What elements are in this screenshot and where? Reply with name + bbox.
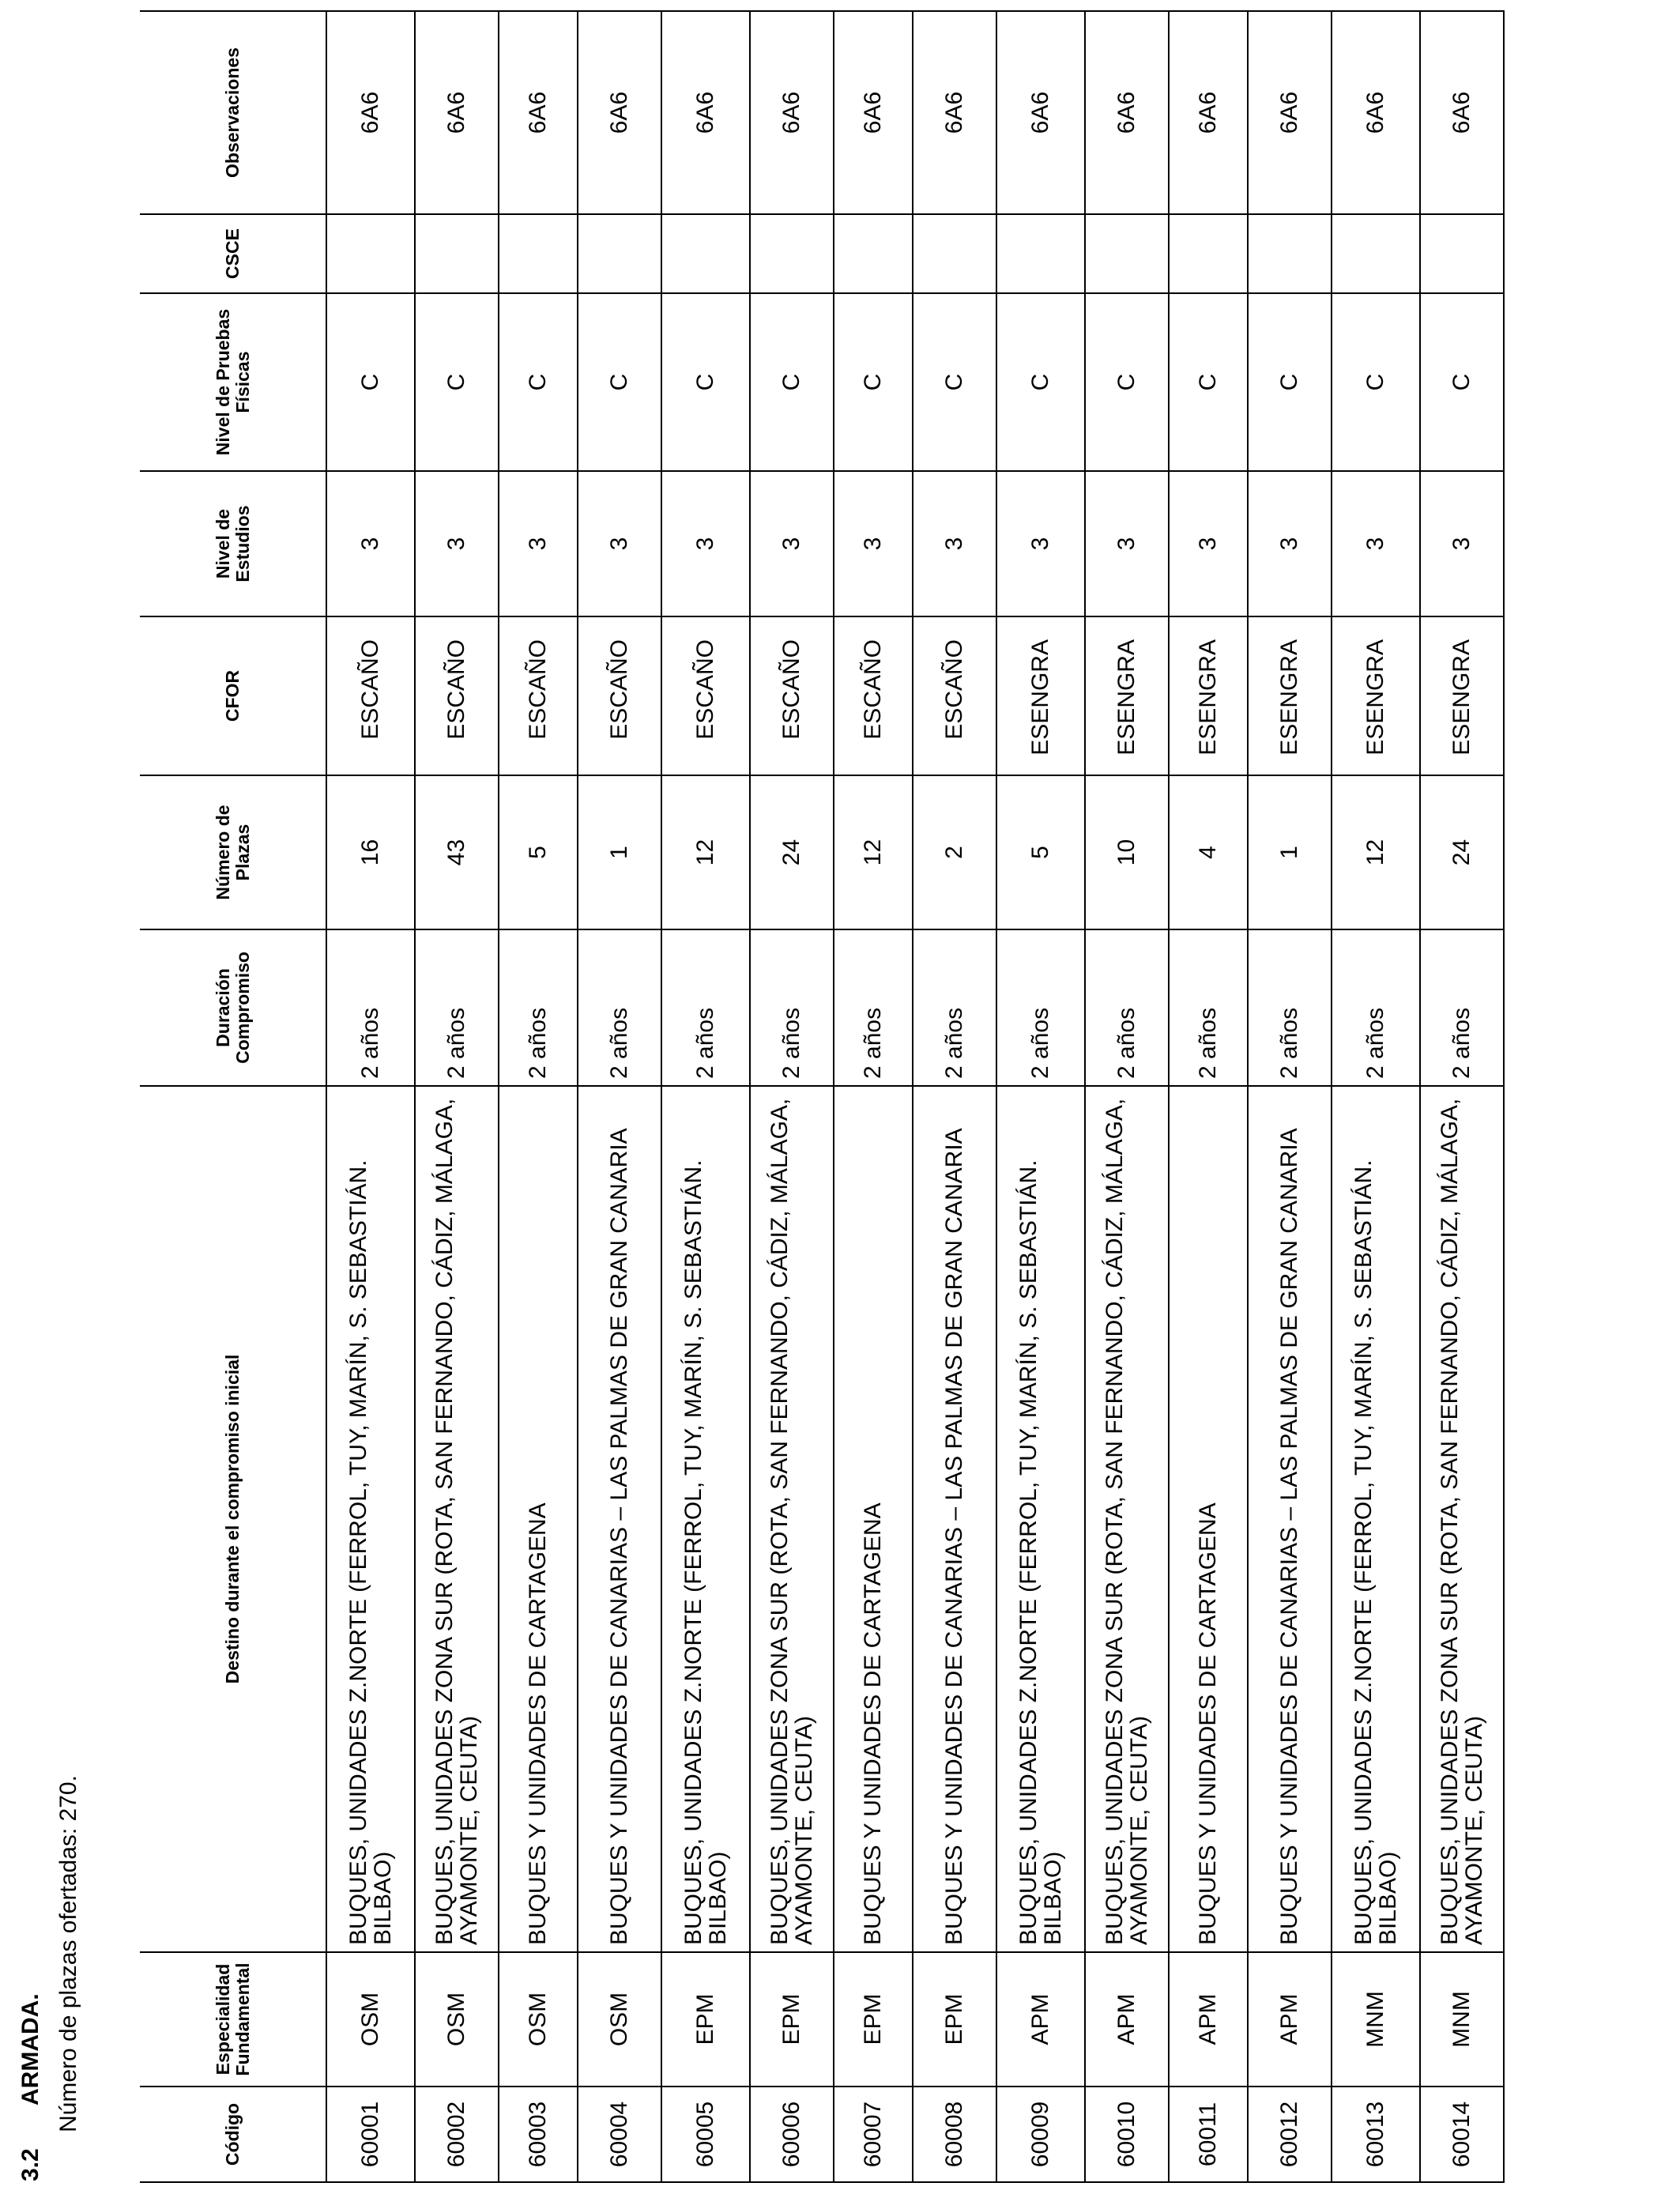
cell-nivel-estudios: 3 xyxy=(834,471,913,616)
cell-codigo: 60006 xyxy=(750,2087,834,2182)
cell-csce xyxy=(1169,214,1248,293)
cell-especialidad: OSM xyxy=(499,1952,578,2087)
cell-cfor: ESCAÑO xyxy=(750,616,834,775)
header-cfor: CFOR xyxy=(140,616,326,775)
section-title: ARMADA. xyxy=(17,1993,43,2105)
cell-codigo: 60013 xyxy=(1332,2087,1420,2182)
header-nivel-pruebas: Nivel de Pruebas Físicas xyxy=(140,293,326,471)
cell-duracion: 2 años xyxy=(1085,929,1169,1086)
cell-nivel-pruebas: C xyxy=(1420,293,1504,471)
cell-codigo: 60005 xyxy=(661,2087,750,2182)
cell-csce xyxy=(1420,214,1504,293)
cell-duracion: 2 años xyxy=(326,929,415,1086)
cell-duracion: 2 años xyxy=(578,929,661,1086)
cell-destino: BUQUES, UNIDADES ZONA SUR (ROTA, SAN FERNANDO, CÁDIZ, MÁLAGA, AYAMONTE, CEUTA) xyxy=(1420,1086,1504,1952)
cell-especialidad: APM xyxy=(1169,1952,1248,2087)
cell-nivel-estudios: 3 xyxy=(326,471,415,616)
cell-nivel-estudios: 3 xyxy=(996,471,1085,616)
header-nivel-estudios: Nivel de Estudios xyxy=(140,471,326,616)
cell-especialidad: APM xyxy=(1085,1952,1169,2087)
cell-codigo: 60008 xyxy=(913,2087,996,2182)
cell-plazas: 12 xyxy=(834,775,913,929)
header-plazas: Número de Plazas xyxy=(140,775,326,929)
cell-nivel-pruebas: C xyxy=(834,293,913,471)
cell-destino: BUQUES, UNIDADES Z.NORTE (FERROL, TUY, MARÍN, S. SEBASTIÁN. BILBAO) xyxy=(326,1086,415,1952)
cell-nivel-pruebas: C xyxy=(661,293,750,471)
cell-csce xyxy=(578,214,661,293)
cell-nivel-estudios: 3 xyxy=(578,471,661,616)
cell-observaciones: 6A6 xyxy=(499,11,578,214)
cell-especialidad: OSM xyxy=(415,1952,499,2087)
cell-plazas: 24 xyxy=(750,775,834,929)
cell-observaciones: 6A6 xyxy=(661,11,750,214)
cell-cfor: ESCAÑO xyxy=(499,616,578,775)
cell-plazas: 24 xyxy=(1420,775,1504,929)
cell-codigo: 60001 xyxy=(326,2087,415,2182)
cell-codigo: 60004 xyxy=(578,2087,661,2182)
cell-plazas: 43 xyxy=(415,775,499,929)
cell-cfor: ESCAÑO xyxy=(661,616,750,775)
header-csce: CSCE xyxy=(140,214,326,293)
cell-nivel-estudios: 3 xyxy=(750,471,834,616)
cell-cfor: ESENGRA xyxy=(996,616,1085,775)
table-row xyxy=(834,11,913,2182)
cell-codigo: 60009 xyxy=(996,2087,1085,2182)
cell-plazas: 12 xyxy=(661,775,750,929)
cell-nivel-estudios: 3 xyxy=(1169,471,1248,616)
cell-duracion: 2 años xyxy=(499,929,578,1086)
cell-observaciones: 6A6 xyxy=(1332,11,1420,214)
cell-csce xyxy=(415,214,499,293)
cell-nivel-estudios: 3 xyxy=(661,471,750,616)
cell-especialidad: EPM xyxy=(834,1952,913,2087)
cell-destino: BUQUES, UNIDADES ZONA SUR (ROTA, SAN FERNANDO, CÁDIZ, MÁLAGA, AYAMONTE, CEUTA) xyxy=(1085,1086,1169,1952)
cell-observaciones: 6A6 xyxy=(1169,11,1248,214)
table-row xyxy=(499,11,578,2182)
table-row xyxy=(913,11,996,2182)
cell-especialidad: MNM xyxy=(1332,1952,1420,2087)
cell-destino: BUQUES Y UNIDADES DE CARTAGENA xyxy=(499,1086,578,1952)
cell-plazas: 1 xyxy=(578,775,661,929)
table-row xyxy=(326,11,415,2182)
cell-cfor: ESENGRA xyxy=(1169,616,1248,775)
cell-plazas: 5 xyxy=(996,775,1085,929)
cell-destino: BUQUES, UNIDADES Z.NORTE (FERROL, TUY, MARÍN, S. SEBASTIÁN. BILBAO) xyxy=(661,1086,750,1952)
cell-nivel-pruebas: C xyxy=(578,293,661,471)
cell-observaciones: 6A6 xyxy=(1248,11,1332,214)
section-number: 3.2 xyxy=(17,2148,43,2181)
cell-destino: BUQUES, UNIDADES ZONA SUR (ROTA, SAN FERNANDO, CÁDIZ, MÁLAGA, AYAMONTE, CEUTA) xyxy=(415,1086,499,1952)
cell-nivel-pruebas: C xyxy=(415,293,499,471)
cell-nivel-estudios: 3 xyxy=(499,471,578,616)
cell-cfor: ESENGRA xyxy=(1332,616,1420,775)
cell-csce xyxy=(1332,214,1420,293)
header-codigo: Código xyxy=(140,2087,326,2182)
cell-csce xyxy=(913,214,996,293)
cell-observaciones: 6A6 xyxy=(415,11,499,214)
header-duracion: Duración Compromiso xyxy=(140,929,326,1086)
cell-csce xyxy=(1248,214,1332,293)
table-row xyxy=(1248,11,1332,2182)
plazas-summary: Número de plazas ofertadas: 270. xyxy=(55,1775,81,2132)
cell-destino: BUQUES, UNIDADES Z.NORTE (FERROL, TUY, MARÍN, S. SEBASTIÁN. BILBAO) xyxy=(1332,1086,1420,1952)
cell-cfor: ESENGRA xyxy=(1085,616,1169,775)
cell-codigo: 60014 xyxy=(1420,2087,1504,2182)
cell-nivel-pruebas: C xyxy=(996,293,1085,471)
cell-nivel-pruebas: C xyxy=(326,293,415,471)
table-row xyxy=(1332,11,1420,2182)
cell-duracion: 2 años xyxy=(996,929,1085,1086)
cell-especialidad: EPM xyxy=(661,1952,750,2087)
cell-observaciones: 6A6 xyxy=(913,11,996,214)
cell-codigo: 60011 xyxy=(1169,2087,1248,2182)
cell-plazas: 5 xyxy=(499,775,578,929)
cell-cfor: ESENGRA xyxy=(1248,616,1332,775)
cell-codigo: 60010 xyxy=(1085,2087,1169,2182)
cell-nivel-estudios: 3 xyxy=(1085,471,1169,616)
cell-nivel-pruebas: C xyxy=(1085,293,1169,471)
cell-observaciones: 6A6 xyxy=(996,11,1085,214)
table-row xyxy=(661,11,750,2182)
cell-cfor: ESCAÑO xyxy=(578,616,661,775)
cell-csce xyxy=(834,214,913,293)
cell-destino: BUQUES Y UNIDADES DE CARTAGENA xyxy=(834,1086,913,1952)
cell-plazas: 16 xyxy=(326,775,415,929)
cell-plazas: 4 xyxy=(1169,775,1248,929)
cell-plazas: 2 xyxy=(913,775,996,929)
header-especialidad: Especialidad Fundamental xyxy=(140,1952,326,2087)
table-row xyxy=(415,11,499,2182)
cell-duracion: 2 años xyxy=(415,929,499,1086)
plazas-table xyxy=(140,10,1505,2183)
cell-nivel-estudios: 3 xyxy=(1248,471,1332,616)
cell-plazas: 12 xyxy=(1332,775,1420,929)
cell-especialidad: OSM xyxy=(578,1952,661,2087)
table-row xyxy=(578,11,661,2182)
cell-csce xyxy=(326,214,415,293)
cell-destino: BUQUES Y UNIDADES DE CANARIAS – LAS PALMAS DE GRAN CANARIA xyxy=(578,1086,661,1952)
cell-plazas: 1 xyxy=(1248,775,1332,929)
cell-duracion: 2 años xyxy=(834,929,913,1086)
cell-observaciones: 6A6 xyxy=(1420,11,1504,214)
cell-cfor: ESCAÑO xyxy=(415,616,499,775)
cell-observaciones: 6A6 xyxy=(578,11,661,214)
header-observaciones: Observaciones xyxy=(140,11,326,214)
section-heading xyxy=(17,1993,44,2181)
cell-csce xyxy=(661,214,750,293)
cell-cfor: ESCAÑO xyxy=(834,616,913,775)
cell-destino: BUQUES, UNIDADES Z.NORTE (FERROL, TUY, MARÍN, S. SEBASTIÁN. BILBAO) xyxy=(996,1086,1085,1952)
header-destino: Destino durante el compromiso inicial xyxy=(140,1086,326,1952)
table-header-row xyxy=(140,11,326,2182)
table-row xyxy=(996,11,1085,2182)
cell-especialidad: EPM xyxy=(750,1952,834,2087)
cell-cfor: ESCAÑO xyxy=(913,616,996,775)
cell-duracion: 2 años xyxy=(1169,929,1248,1086)
cell-nivel-estudios: 3 xyxy=(1332,471,1420,616)
cell-nivel-pruebas: C xyxy=(913,293,996,471)
cell-nivel-estudios: 3 xyxy=(415,471,499,616)
cell-nivel-estudios: 3 xyxy=(1420,471,1504,616)
cell-duracion: 2 años xyxy=(1332,929,1420,1086)
cell-cfor: ESENGRA xyxy=(1420,616,1504,775)
cell-especialidad: APM xyxy=(996,1952,1085,2087)
cell-codigo: 60002 xyxy=(415,2087,499,2182)
cell-especialidad: APM xyxy=(1248,1952,1332,2087)
cell-nivel-pruebas: C xyxy=(499,293,578,471)
cell-codigo: 60003 xyxy=(499,2087,578,2182)
cell-especialidad: OSM xyxy=(326,1952,415,2087)
cell-duracion: 2 años xyxy=(1248,929,1332,1086)
cell-observaciones: 6A6 xyxy=(834,11,913,214)
cell-duracion: 2 años xyxy=(750,929,834,1086)
cell-especialidad: MNM xyxy=(1420,1952,1504,2087)
cell-destino: BUQUES Y UNIDADES DE CANARIAS – LAS PALMAS DE GRAN CANARIA xyxy=(913,1086,996,1952)
cell-nivel-estudios: 3 xyxy=(913,471,996,616)
cell-csce xyxy=(499,214,578,293)
table-row xyxy=(1085,11,1169,2182)
cell-duracion: 2 años xyxy=(1420,929,1504,1086)
cell-destino: BUQUES Y UNIDADES DE CANARIAS – LAS PALMAS DE GRAN CANARIA xyxy=(1248,1086,1332,1952)
cell-duracion: 2 años xyxy=(661,929,750,1086)
cell-csce xyxy=(996,214,1085,293)
cell-cfor: ESCAÑO xyxy=(326,616,415,775)
cell-destino: BUQUES Y UNIDADES DE CARTAGENA xyxy=(1169,1086,1248,1952)
cell-csce xyxy=(750,214,834,293)
cell-especialidad: EPM xyxy=(913,1952,996,2087)
cell-observaciones: 6A6 xyxy=(1085,11,1169,214)
cell-destino: BUQUES, UNIDADES ZONA SUR (ROTA, SAN FERNANDO, CÁDIZ, MÁLAGA, AYAMONTE, CEUTA) xyxy=(750,1086,834,1952)
cell-nivel-pruebas: C xyxy=(1169,293,1248,471)
table-row xyxy=(1169,11,1248,2182)
cell-nivel-pruebas: C xyxy=(1248,293,1332,471)
cell-observaciones: 6A6 xyxy=(326,11,415,214)
cell-nivel-pruebas: C xyxy=(1332,293,1420,471)
cell-nivel-pruebas: C xyxy=(750,293,834,471)
cell-csce xyxy=(1085,214,1169,293)
cell-plazas: 10 xyxy=(1085,775,1169,929)
table-row xyxy=(1420,11,1504,2182)
cell-duracion: 2 años xyxy=(913,929,996,1086)
cell-observaciones: 6A6 xyxy=(750,11,834,214)
table-row xyxy=(750,11,834,2182)
cell-codigo: 60007 xyxy=(834,2087,913,2182)
cell-codigo: 60012 xyxy=(1248,2087,1332,2182)
